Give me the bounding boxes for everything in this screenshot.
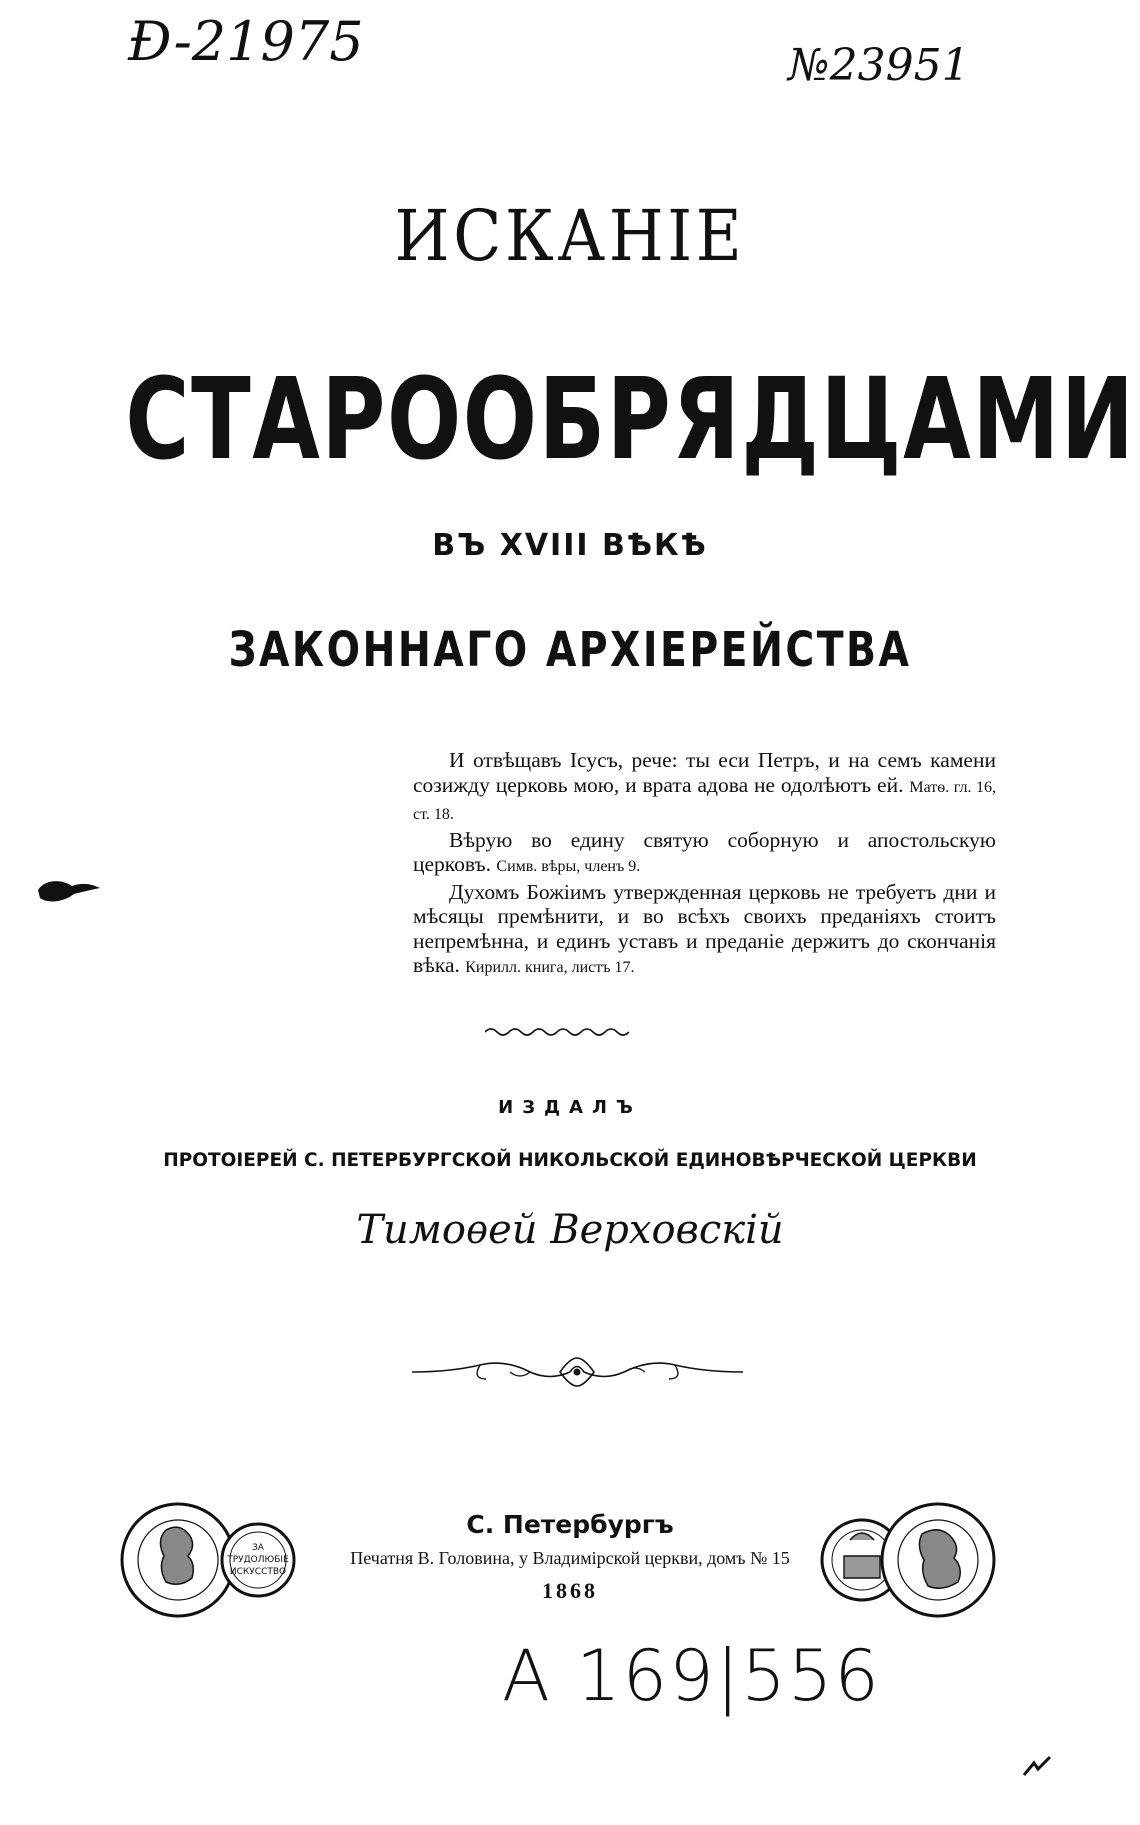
title-subject: ЗАКОННАГО АРХІЕРЕЙСТВА <box>228 622 912 678</box>
author-name: Тимоѳей Верховскій <box>356 1207 784 1253</box>
imprint-press: Печатня В. Головина, у Владимірской церкви, домъ № 15 <box>350 1548 790 1568</box>
ink-mark-icon <box>1022 1755 1052 1779</box>
ornament-divider <box>410 1353 745 1391</box>
imprint-year: 1868 <box>542 1578 598 1603</box>
title-century: ВЪ XVIII ВѢКѢ <box>432 528 708 563</box>
imprint-city: С. Петербургъ <box>466 1510 674 1539</box>
epigraph-reference: Матѳ. гл. 16, ст. 18. <box>413 778 997 823</box>
epigraph-reference: Кирилл. книга, листъ 17. <box>465 959 635 976</box>
epigraph-quote-3 <box>413 880 996 981</box>
wavy-divider <box>485 1025 630 1039</box>
epigraph-text: Духомъ Божіимъ утвержденная церковь не требуетъ дни и мѣсяцы премѣнити, и во всѣхъ своихъ преданіяхъ стоитъ непремѣнна, и единъ уставъ и преданіе держитъ до скончанія вѣка. <box>413 879 996 977</box>
inventory-number-handwritten: Ð-21975 <box>128 10 364 73</box>
catalog-number-handwritten: №23951 <box>788 40 970 91</box>
svg-text:ИСКУССТВО: ИСКУССТВО <box>229 1567 287 1577</box>
title-main: СТАРООБРЯДЦАМИ <box>125 355 1136 485</box>
epigraph-text: И отвѣщавъ Ісусъ, рече: ты еси Петръ, и на семъ камени созижду церковь мою, и врата адова не одолѣютъ ей. <box>413 748 996 797</box>
epigraph-quote-2 <box>413 828 996 880</box>
epigraph-text: Вѣрую во едину святую соборную и апостольскую церковъ. <box>413 827 996 876</box>
publisher-title: ПРОТОІЕРЕЙ С. ПЕТЕРБУРГСКОЙ НИКОЛЬСКОЙ ЕДИНОВѢРЧЕСКОЙ ЦЕРКВИ <box>163 1150 977 1171</box>
ink-mark-icon <box>34 868 104 908</box>
svg-text:ЗА: ЗА <box>252 1543 264 1553</box>
epigraph <box>413 748 996 981</box>
publisher-label: ИЗДАЛЪ <box>498 1097 642 1118</box>
epigraph-quote-1 <box>413 748 996 828</box>
svg-text:ТРУДОЛЮБІЕ: ТРУДОЛЮБІЕ <box>227 1555 289 1565</box>
title-line-1: ИСКАНІЕ <box>394 195 746 277</box>
epigraph-reference: Симв. вѣры, членъ 9. <box>496 858 641 875</box>
call-number-handwritten: A 169|556 <box>502 1635 881 1717</box>
